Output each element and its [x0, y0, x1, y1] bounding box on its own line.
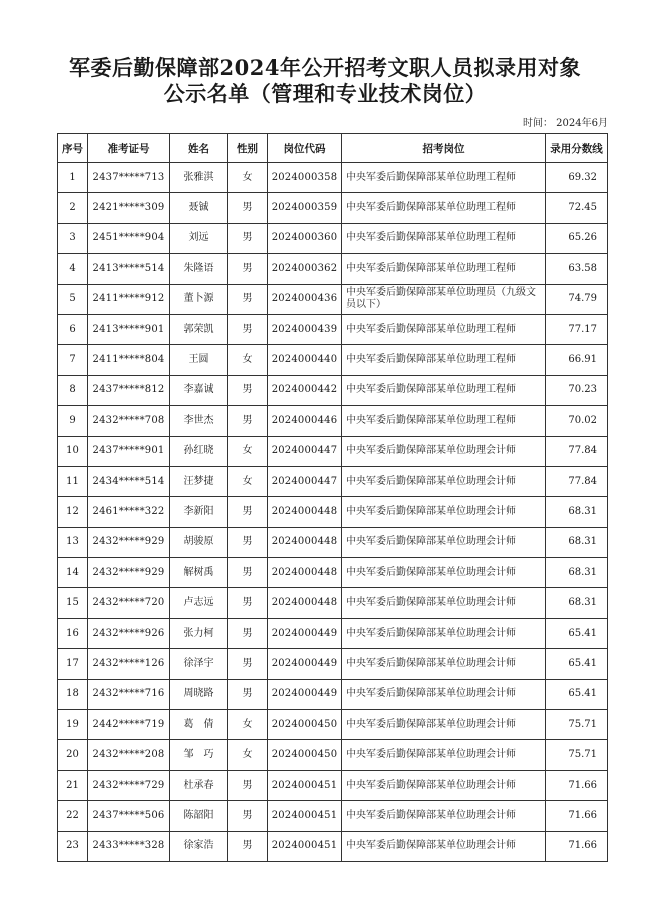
- candidate-gender: 男: [228, 284, 268, 314]
- post-title: 中央军委后勤保障部某单位助理会计师: [342, 801, 546, 831]
- admission-score: 66.91: [546, 345, 608, 375]
- row-number: 3: [58, 223, 88, 253]
- candidate-gender: 男: [228, 679, 268, 709]
- candidate-gender: 男: [228, 801, 268, 831]
- post-code: 2024000448: [268, 558, 342, 588]
- candidate-gender: 男: [228, 254, 268, 284]
- post-code: 2024000449: [268, 618, 342, 648]
- exam-id: 2413*****514: [88, 254, 170, 284]
- post-title: 中央军委后勤保障部某单位助理会计师: [342, 558, 546, 588]
- exam-id: 2437*****713: [88, 163, 170, 193]
- post-title: 中央军委后勤保障部某单位助理会计师: [342, 649, 546, 679]
- post-code: 2024000359: [268, 193, 342, 223]
- candidate-name: 聂铖: [170, 193, 228, 223]
- admission-score: 77.84: [546, 436, 608, 466]
- admission-score: 70.02: [546, 406, 608, 436]
- table-row: [58, 801, 608, 831]
- candidate-gender: 男: [228, 618, 268, 648]
- table-row: [58, 436, 608, 466]
- post-title: 中央军委后勤保障部某单位助理会计师: [342, 527, 546, 557]
- post-title: 中央军委后勤保障部某单位助理工程师: [342, 223, 546, 253]
- exam-id: 2461*****322: [88, 497, 170, 527]
- table-row: [58, 345, 608, 375]
- row-number: 16: [58, 618, 88, 648]
- post-title: 中央军委后勤保障部某单位助理会计师: [342, 740, 546, 770]
- post-code: 2024000450: [268, 710, 342, 740]
- candidate-name: 杜承春: [170, 770, 228, 800]
- exam-id: 2432*****126: [88, 649, 170, 679]
- table-row: [58, 558, 608, 588]
- row-number: 19: [58, 710, 88, 740]
- post-title: 中央军委后勤保障部某单位助理工程师: [342, 163, 546, 193]
- document-title-line2: 公示名单（管理和专业技术岗位）: [163, 81, 487, 106]
- table-row: [58, 679, 608, 709]
- column-header-post-code: 岗位代码: [268, 134, 342, 163]
- admission-score: 75.71: [546, 710, 608, 740]
- column-header-exam-id: 准考证号: [88, 134, 170, 163]
- admission-score: 68.31: [546, 588, 608, 618]
- post-code: 2024000451: [268, 770, 342, 800]
- table-row: [58, 710, 608, 740]
- candidate-gender: 男: [228, 649, 268, 679]
- row-number: 11: [58, 466, 88, 496]
- candidate-gender: 女: [228, 163, 268, 193]
- row-number: 18: [58, 679, 88, 709]
- row-number: 5: [58, 284, 88, 314]
- candidate-gender: 男: [228, 193, 268, 223]
- post-title: 中央军委后勤保障部某单位助理工程师: [342, 314, 546, 344]
- row-number: 7: [58, 345, 88, 375]
- exam-id: 2437*****506: [88, 801, 170, 831]
- candidate-name: 汪梦捷: [170, 466, 228, 496]
- post-code: 2024000436: [268, 284, 342, 314]
- table-row: [58, 163, 608, 193]
- exam-id: 2433*****328: [88, 831, 170, 861]
- exam-id: 2432*****729: [88, 770, 170, 800]
- post-code: 2024000448: [268, 588, 342, 618]
- exam-id: 2437*****901: [88, 436, 170, 466]
- candidate-gender: 女: [228, 436, 268, 466]
- table-row: [58, 527, 608, 557]
- candidate-name: 刘远: [170, 223, 228, 253]
- column-header-score: 录用分数线: [546, 134, 608, 163]
- exam-id: 2451*****904: [88, 223, 170, 253]
- table-row: [58, 466, 608, 496]
- admission-score: 71.66: [546, 770, 608, 800]
- admission-score: 77.84: [546, 466, 608, 496]
- table-row: [58, 193, 608, 223]
- candidate-gender: 男: [228, 831, 268, 861]
- row-number: 14: [58, 558, 88, 588]
- column-header-name: 姓名: [170, 134, 228, 163]
- document-title-line1: 军委后勤保障部2024年公开招考文职人员拟录用对象: [69, 55, 581, 80]
- candidate-name: 张雅淇: [170, 163, 228, 193]
- admission-score: 77.17: [546, 314, 608, 344]
- row-number: 15: [58, 588, 88, 618]
- post-code: 2024000449: [268, 649, 342, 679]
- row-number: 23: [58, 831, 88, 861]
- post-title: 中央军委后勤保障部某单位助理工程师: [342, 345, 546, 375]
- candidate-name: 郭荣凯: [170, 314, 228, 344]
- table-row: [58, 375, 608, 405]
- exam-id: 2432*****929: [88, 527, 170, 557]
- exam-id: 2432*****208: [88, 740, 170, 770]
- column-header-post: 招考岗位: [342, 134, 546, 163]
- publish-date: 时间： 2024年6月: [523, 118, 608, 129]
- admission-score: 65.41: [546, 618, 608, 648]
- exam-id: 2432*****720: [88, 588, 170, 618]
- table-row: [58, 497, 608, 527]
- candidate-name: 朱隆语: [170, 254, 228, 284]
- row-number: 13: [58, 527, 88, 557]
- row-number: 21: [58, 770, 88, 800]
- exam-id: 2411*****804: [88, 345, 170, 375]
- post-title: 中央军委后勤保障部某单位助理会计师: [342, 710, 546, 740]
- exam-id: 2432*****716: [88, 679, 170, 709]
- table-row: [58, 223, 608, 253]
- row-number: 9: [58, 406, 88, 436]
- candidate-gender: 女: [228, 710, 268, 740]
- column-header-gender: 性别: [228, 134, 268, 163]
- candidate-gender: 男: [228, 770, 268, 800]
- candidate-name: 李新阳: [170, 497, 228, 527]
- post-title: 中央军委后勤保障部某单位助理会计师: [342, 770, 546, 800]
- table-row: [58, 406, 608, 436]
- exam-id: 2413*****901: [88, 314, 170, 344]
- admission-score: 69.32: [546, 163, 608, 193]
- row-number: 12: [58, 497, 88, 527]
- exam-id: 2432*****929: [88, 558, 170, 588]
- candidate-name: 徐泽宇: [170, 649, 228, 679]
- post-title: 中央军委后勤保障部某单位助理会计师: [342, 497, 546, 527]
- table-row: [58, 831, 608, 861]
- admission-score: 71.66: [546, 831, 608, 861]
- table-row: [58, 588, 608, 618]
- post-title: 中央军委后勤保障部某单位助理工程师: [342, 406, 546, 436]
- post-title: 中央军委后勤保障部某单位助理会计师: [342, 436, 546, 466]
- candidate-gender: 男: [228, 558, 268, 588]
- post-title: 中央军委后勤保障部某单位助理会计师: [342, 588, 546, 618]
- column-header-no: 序号: [58, 134, 88, 163]
- table-row: [58, 618, 608, 648]
- post-title: 中央军委后勤保障部某单位助理工程师: [342, 193, 546, 223]
- row-number: 22: [58, 801, 88, 831]
- candidate-name: 解树禹: [170, 558, 228, 588]
- post-code: 2024000448: [268, 527, 342, 557]
- candidate-gender: 女: [228, 740, 268, 770]
- candidate-gender: 女: [228, 345, 268, 375]
- candidate-name: 陈韶阳: [170, 801, 228, 831]
- candidate-gender: 女: [228, 466, 268, 496]
- candidate-gender: 男: [228, 223, 268, 253]
- admission-score: 68.31: [546, 527, 608, 557]
- candidate-name: 徐家浩: [170, 831, 228, 861]
- candidate-table: [57, 133, 608, 862]
- row-number: 20: [58, 740, 88, 770]
- post-title: 中央军委后勤保障部某单位助理会计师: [342, 831, 546, 861]
- candidate-gender: 男: [228, 375, 268, 405]
- post-code: 2024000362: [268, 254, 342, 284]
- post-code: 2024000439: [268, 314, 342, 344]
- admission-score: 65.26: [546, 223, 608, 253]
- admission-score: 75.71: [546, 740, 608, 770]
- row-number: 6: [58, 314, 88, 344]
- table-row: [58, 649, 608, 679]
- exam-id: 2434*****514: [88, 466, 170, 496]
- exam-id: 2442*****719: [88, 710, 170, 740]
- post-code: 2024000446: [268, 406, 342, 436]
- admission-score: 68.31: [546, 497, 608, 527]
- admission-score: 70.23: [546, 375, 608, 405]
- admission-score: 74.79: [546, 284, 608, 314]
- candidate-gender: 男: [228, 588, 268, 618]
- row-number: 2: [58, 193, 88, 223]
- row-number: 1: [58, 163, 88, 193]
- exam-id: 2437*****812: [88, 375, 170, 405]
- row-number: 8: [58, 375, 88, 405]
- candidate-gender: 男: [228, 314, 268, 344]
- table-row: [58, 254, 608, 284]
- post-code: 2024000360: [268, 223, 342, 253]
- candidate-name: 李嘉诚: [170, 375, 228, 405]
- post-code: 2024000447: [268, 466, 342, 496]
- post-code: 2024000450: [268, 740, 342, 770]
- candidate-gender: 男: [228, 527, 268, 557]
- table-header-row: [58, 134, 608, 163]
- table-row: [58, 740, 608, 770]
- post-title: 中央军委后勤保障部某单位助理会计师: [342, 679, 546, 709]
- row-number: 10: [58, 436, 88, 466]
- candidate-name: 孙红晓: [170, 436, 228, 466]
- candidate-name: 葛 倩: [170, 710, 228, 740]
- post-title: 中央军委后勤保障部某单位助理员（九级文员以下）: [342, 284, 546, 314]
- row-number: 4: [58, 254, 88, 284]
- row-number: 17: [58, 649, 88, 679]
- post-code: 2024000442: [268, 375, 342, 405]
- admission-score: 71.66: [546, 801, 608, 831]
- candidate-name: 张力柯: [170, 618, 228, 648]
- post-code: 2024000451: [268, 831, 342, 861]
- post-code: 2024000447: [268, 436, 342, 466]
- admission-score: 63.58: [546, 254, 608, 284]
- candidate-name: 周晓路: [170, 679, 228, 709]
- post-code: 2024000448: [268, 497, 342, 527]
- candidate-name: 卢志远: [170, 588, 228, 618]
- candidate-name: 邹 巧: [170, 740, 228, 770]
- exam-id: 2432*****708: [88, 406, 170, 436]
- admission-score: 65.41: [546, 679, 608, 709]
- table-row: [58, 284, 608, 314]
- admission-score: 65.41: [546, 649, 608, 679]
- post-title: 中央军委后勤保障部某单位助理会计师: [342, 466, 546, 496]
- admission-score: 68.31: [546, 558, 608, 588]
- post-title: 中央军委后勤保障部某单位助理会计师: [342, 618, 546, 648]
- candidate-name: 王圆: [170, 345, 228, 375]
- admission-score: 72.45: [546, 193, 608, 223]
- post-code: 2024000358: [268, 163, 342, 193]
- post-code: 2024000449: [268, 679, 342, 709]
- post-title: 中央军委后勤保障部某单位助理工程师: [342, 375, 546, 405]
- exam-id: 2421*****309: [88, 193, 170, 223]
- candidate-name: 董卜源: [170, 284, 228, 314]
- candidate-name: 李世杰: [170, 406, 228, 436]
- exam-id: 2432*****926: [88, 618, 170, 648]
- table-row: [58, 314, 608, 344]
- post-code: 2024000451: [268, 801, 342, 831]
- candidate-gender: 男: [228, 497, 268, 527]
- exam-id: 2411*****912: [88, 284, 170, 314]
- candidate-name: 胡骏原: [170, 527, 228, 557]
- table-row: [58, 770, 608, 800]
- post-title: 中央军委后勤保障部某单位助理工程师: [342, 254, 546, 284]
- candidate-gender: 男: [228, 406, 268, 436]
- post-code: 2024000440: [268, 345, 342, 375]
